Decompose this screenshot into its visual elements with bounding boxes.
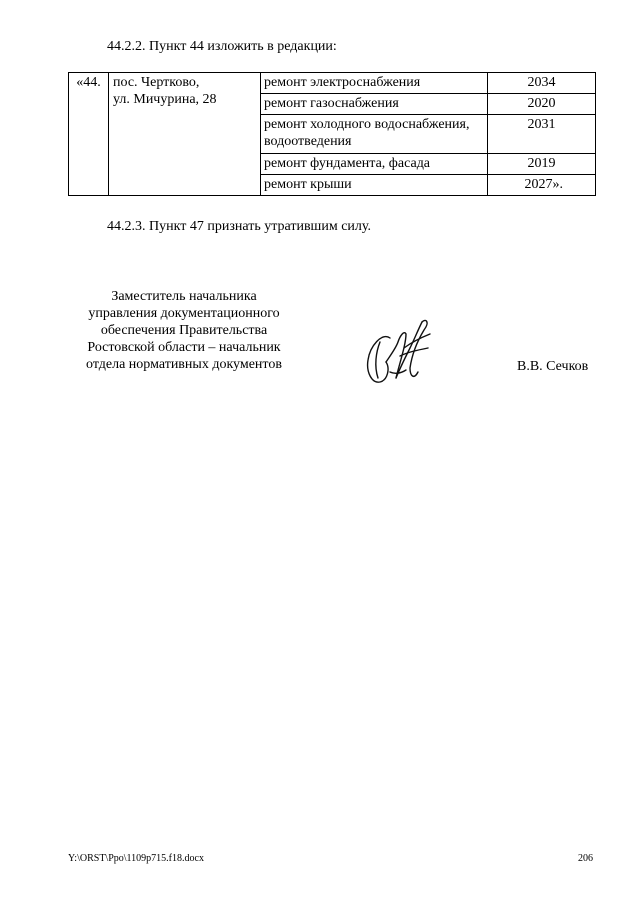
address-line: ул. Мичурина, 28 bbox=[113, 92, 217, 107]
work-type-cell: ремонт фундамента, фасада bbox=[261, 154, 488, 175]
signatory-title-block bbox=[60, 288, 308, 373]
address-cell bbox=[109, 73, 261, 196]
handwritten-signature bbox=[360, 312, 440, 392]
amendment-table bbox=[68, 72, 596, 196]
footer-file-path: Y:\ORST\Ppo\1109p715.f18.docx bbox=[68, 853, 204, 864]
work-type-cell: ремонт газоснабжения bbox=[261, 94, 488, 115]
year-cell: 2019 bbox=[488, 154, 596, 175]
year-cell: 2027». bbox=[488, 175, 596, 196]
signatory-title-line: отдела нормативных документов bbox=[86, 357, 282, 372]
work-type-line: ремонт холодного водоснабжения, bbox=[264, 117, 470, 132]
work-type-cell: ремонт электроснабжения bbox=[261, 73, 488, 94]
paragraph-point-44-2-3: 44.2.3. Пункт 47 признать утратившим силу. bbox=[107, 219, 371, 234]
table-row bbox=[69, 73, 596, 94]
year-cell: 2034 bbox=[488, 73, 596, 94]
signatory-title-line: управления документационного bbox=[88, 306, 280, 321]
page-number: 206 bbox=[578, 853, 593, 864]
paragraph-point-44-2-2: 44.2.2. Пункт 44 изложить в редакции: bbox=[107, 39, 337, 54]
work-type-line: водоотведения bbox=[264, 134, 352, 149]
signatory-title-line: Заместитель начальника bbox=[111, 289, 257, 304]
year-cell: 2020 bbox=[488, 94, 596, 115]
address-line: пос. Чертково, bbox=[113, 75, 200, 90]
signatory-title-line: Ростовской области – начальник bbox=[87, 340, 281, 355]
item-number-cell: «44. bbox=[69, 73, 109, 196]
signer-name: В.В. Сечков bbox=[517, 359, 589, 374]
work-type-cell: ремонт крыши bbox=[261, 175, 488, 196]
signatory-title-line: обеспечения Правительства bbox=[100, 323, 268, 338]
work-type-cell bbox=[261, 115, 488, 154]
year-cell: 2031 bbox=[488, 115, 596, 154]
